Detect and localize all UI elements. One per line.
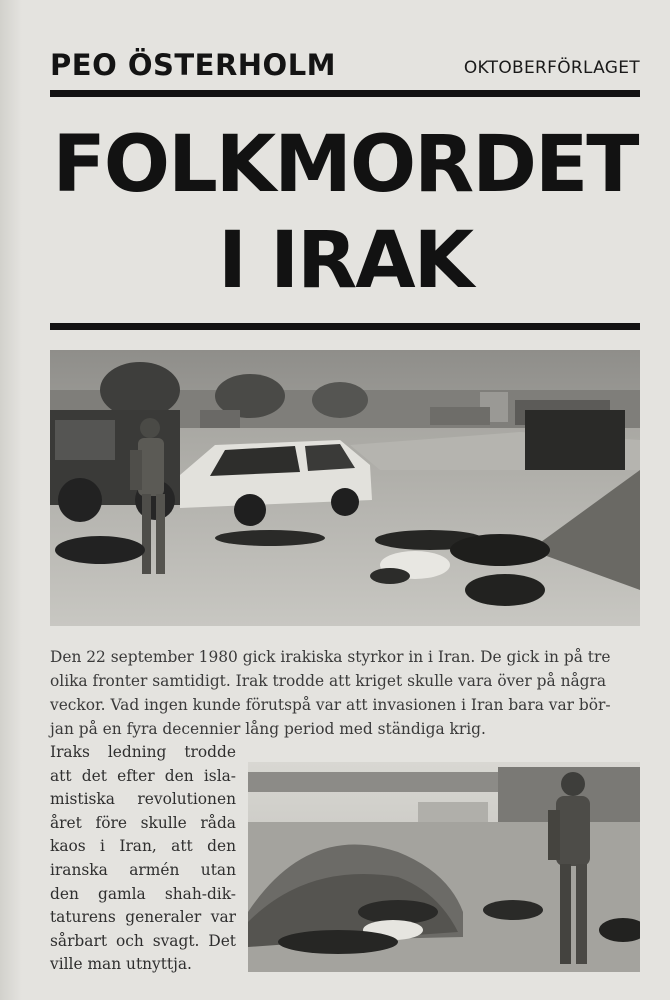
lead-paragraph bbox=[50, 645, 642, 741]
lead-line: Den 22 september 1980 gick irakiska styrkor in i Iran. De gick in på tre bbox=[50, 648, 611, 666]
cover-photo-secondary bbox=[248, 762, 640, 972]
body-line: ville man utnyttja. bbox=[50, 955, 192, 974]
top-rule bbox=[50, 90, 640, 97]
body-line: mistiska revolutionen bbox=[50, 790, 236, 809]
body-line: sårbart och svagt. Det bbox=[50, 931, 236, 950]
lead-line: jan på en fyra decennier lång period med ständiga krig. bbox=[50, 720, 486, 738]
body-line: kaos i Iran, att den bbox=[50, 837, 236, 856]
spine-shadow bbox=[0, 0, 22, 1000]
body-line: att det efter den isla- bbox=[50, 766, 236, 785]
bottom-rule bbox=[50, 323, 640, 330]
body-line: den gamla shah-dik- bbox=[50, 884, 236, 903]
body-line: året före skulle råda bbox=[50, 813, 236, 832]
body-line: iranska armén utan bbox=[50, 860, 236, 879]
cover-photo-main bbox=[50, 350, 640, 626]
publisher-name: OKTOBERFÖRLAGET bbox=[463, 58, 640, 78]
lead-line: olika fronter samtidigt. Irak trodde att kriget skulle vara över på några bbox=[50, 672, 607, 690]
body-line: Iraks ledning trodde bbox=[50, 743, 236, 761]
title-line-1: FOLKMORDET bbox=[52, 120, 638, 210]
body-line: taturens generaler var bbox=[50, 908, 236, 927]
title-line-2: I IRAK bbox=[217, 216, 473, 306]
lead-line: veckor. Vad ingen kunde förutspå var att invasionen i Iran bara var bör- bbox=[50, 696, 611, 714]
author-name: PEO ÖSTERHOLM bbox=[50, 48, 337, 82]
body-column bbox=[50, 741, 236, 977]
